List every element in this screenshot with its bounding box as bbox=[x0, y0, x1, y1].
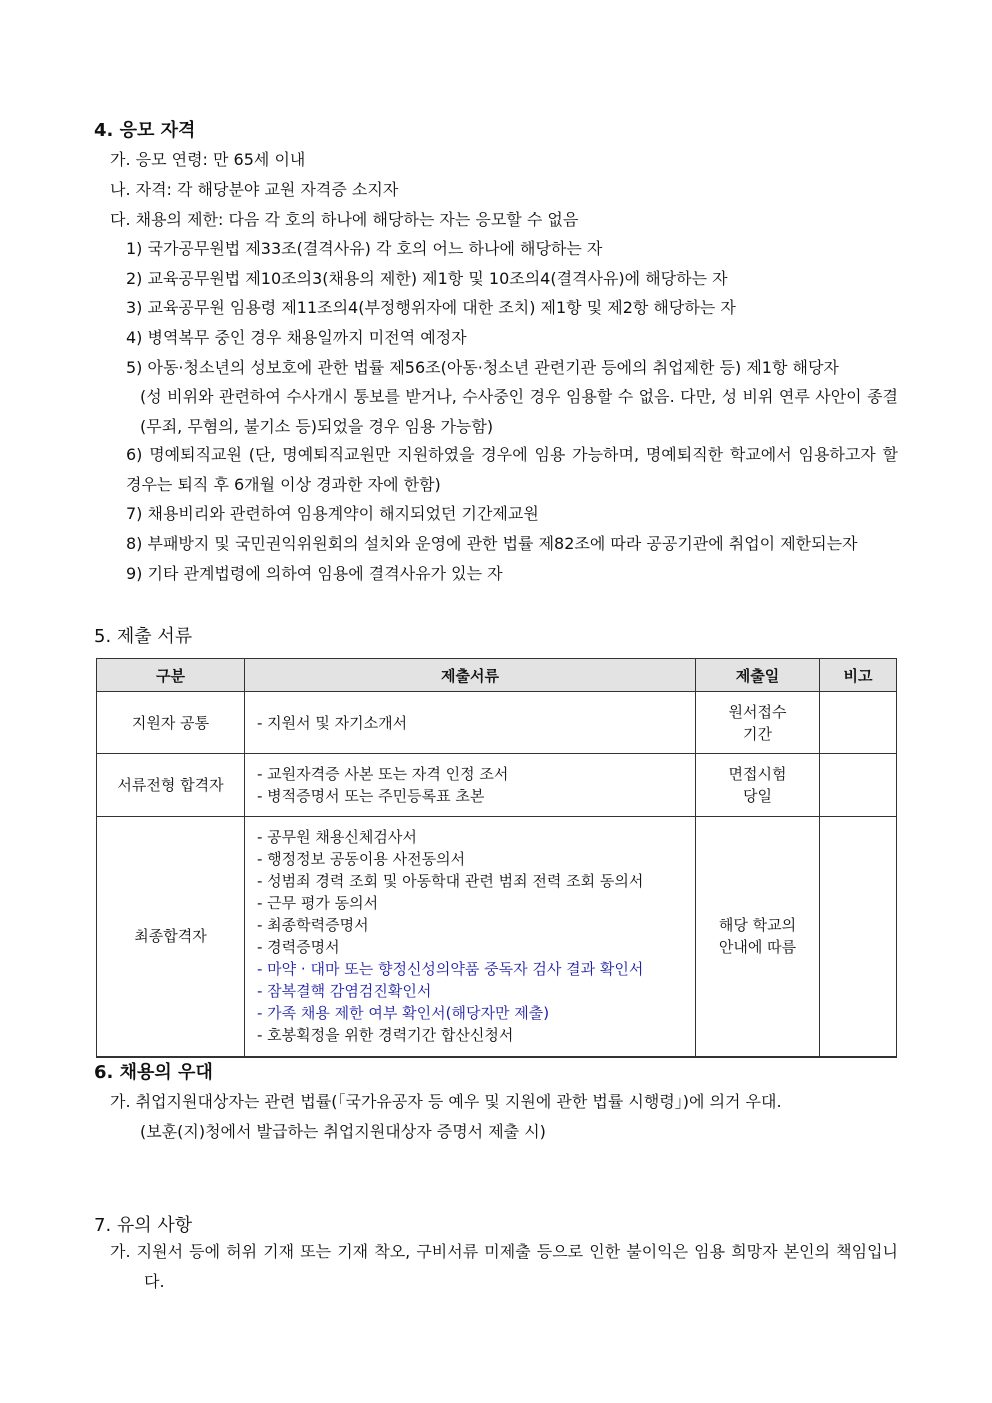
section6-note: (보훈(지)청에서 발급하는 취업지원대상자 증명서 제출 시) bbox=[140, 1122, 546, 1141]
doc-item: - 교원자격증 사본 또는 자격 인정 조서 bbox=[257, 765, 509, 783]
row-docs bbox=[245, 692, 696, 754]
restriction-4: 4) 병역복무 중인 경우 채용일까지 미전역 예정자 bbox=[126, 328, 467, 347]
row-docs bbox=[245, 817, 696, 1057]
row-category: 지원자 공통 bbox=[97, 692, 245, 754]
doc-item: - 경력증명서 bbox=[257, 938, 340, 957]
row-note bbox=[820, 692, 897, 754]
restriction-8: 8) 부패방지 및 국민권익위원회의 설치와 운영에 관한 법률 제82조에 따라 공공기관에 취업이 제한되는자 bbox=[126, 534, 858, 553]
restriction-5-note: (성 비위와 관련하여 수사개시 통보를 받거나, 수사중인 경우 임용할 수 없음. 다만, 성 비위 연루 사안이 종결(무죄, 무혐의, 불기소 등)되었을 경우 임용 가능함) bbox=[140, 387, 898, 436]
section4-title: 4. 응모 자격 bbox=[94, 120, 196, 141]
doc-item: - 행정정보 공동이용 사전동의서 bbox=[257, 850, 466, 869]
doc-item-highlighted: - 마약 · 대마 또는 향정신성의약품 중독자 검사 결과 확인서 bbox=[257, 960, 644, 979]
table-row bbox=[97, 817, 897, 1057]
restriction-6: 6) 명예퇴직교원 (단, 명예퇴직교원만 지원하였을 경우에 임용 가능하며, 명예퇴직한 학교에서 임용하고자 할 경우는 퇴직 후 6개월 이상 경과한 자에 한함) bbox=[126, 445, 898, 494]
row-category: 서류전형 합격자 bbox=[97, 754, 245, 817]
row-note bbox=[820, 754, 897, 817]
restriction-5: 5) 아동·청소년의 성보호에 관한 법률 제56조(아동·청소년 관련기관 등에의 취업제한 등) 제1항 해당자 bbox=[126, 358, 839, 377]
row-note bbox=[820, 817, 897, 1057]
header-documents: 제출서류 bbox=[245, 659, 696, 692]
restriction-9: 9) 기타 관계법령에 의하여 임용에 결격사유가 있는 자 bbox=[126, 564, 503, 583]
section6-item: 가. 취업지원대상자는 관련 법률(「국가유공자 등 예우 및 지원에 관한 법률 시행령」)에 의거 우대. bbox=[110, 1092, 782, 1111]
doc-item: - 병적증명서 또는 주민등록표 초본 bbox=[257, 787, 485, 805]
restriction-3: 3) 교육공무원 임용령 제11조의4(부정행위자에 대한 조치) 제1항 및 제2항 해당하는 자 bbox=[126, 298, 736, 317]
header-category: 구분 bbox=[97, 659, 245, 692]
doc-item: - 성범죄 경력 조회 및 아동학대 관련 범죄 전력 조회 동의서 bbox=[257, 872, 644, 891]
header-note: 비고 bbox=[820, 659, 897, 692]
section4-item-age: 가. 응모 연령: 만 65세 이내 bbox=[110, 150, 306, 169]
doc-item-highlighted: - 잠복결핵 감염검진확인서 bbox=[257, 982, 432, 1001]
table-header-row bbox=[97, 659, 897, 692]
row-date: 면접시험 당일 bbox=[696, 754, 820, 817]
doc-item: - 호봉획정을 위한 경력기간 합산신청서 bbox=[257, 1026, 514, 1045]
row-docs bbox=[245, 754, 696, 817]
section7-item: 가. 지원서 등에 허위 기재 또는 기재 착오, 구비서류 미제출 등으로 인한 불이익은 임용 희망자 본인의 책임입니다. bbox=[110, 1242, 898, 1291]
header-date: 제출일 bbox=[696, 659, 820, 692]
row-date: 원서접수 기간 bbox=[696, 692, 820, 754]
doc-item-highlighted: - 가족 채용 제한 여부 확인서(해당자만 제출) bbox=[257, 1004, 550, 1023]
row-category: 최종합격자 bbox=[97, 817, 245, 1057]
restriction-7: 7) 채용비리와 관련하여 임용계약이 해지되었던 기간제교원 bbox=[126, 504, 539, 523]
restriction-2: 2) 교육공무원법 제10조의3(채용의 제한) 제1항 및 10조의4(결격사유)에 해당하는 자 bbox=[126, 269, 728, 288]
doc-item: - 공무원 채용신체검사서 bbox=[257, 828, 417, 847]
documents-table bbox=[96, 658, 897, 1058]
table-row bbox=[97, 754, 897, 817]
section6-title: 6. 채용의 우대 bbox=[94, 1062, 213, 1083]
table-row bbox=[97, 692, 897, 754]
restriction-1: 1) 국가공무원법 제33조(결격사유) 각 호의 어느 하나에 해당하는 자 bbox=[126, 239, 603, 258]
row-date: 해당 학교의 안내에 따름 bbox=[696, 817, 820, 1057]
section7-title: 7. 유의 사항 bbox=[94, 1215, 193, 1236]
doc-item: - 근무 평가 동의서 bbox=[257, 894, 379, 913]
section4-item-qualification: 나. 자격: 각 해당분야 교원 자격증 소지자 bbox=[110, 180, 399, 199]
section4-item-restriction: 다. 채용의 제한: 다음 각 호의 하나에 해당하는 자는 응모할 수 없음 bbox=[110, 210, 579, 229]
doc-item: - 최종학력증명서 bbox=[257, 916, 369, 935]
section5-title: 5. 제출 서류 bbox=[94, 626, 193, 647]
doc-item: - 지원서 및 자기소개서 bbox=[257, 713, 408, 732]
